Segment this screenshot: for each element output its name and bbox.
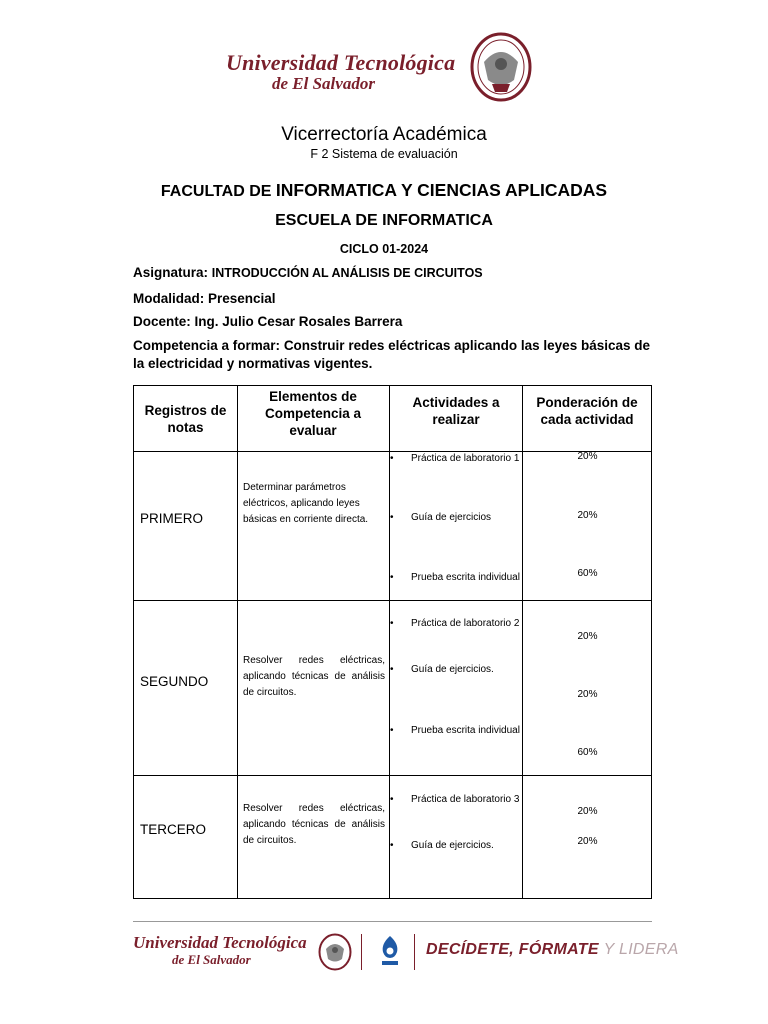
bullet-icon: • — [390, 664, 394, 675]
list-item — [390, 616, 521, 631]
bullet-icon: • — [390, 453, 394, 464]
competencia-value: Construir redes eléctricas aplicando las leyes básicas de la electricidad y normativas vigentes. — [133, 338, 650, 371]
header-elementos: Elementos de Competencia a evaluar — [264, 389, 362, 438]
list-item — [390, 510, 521, 525]
table-border-bottom — [133, 898, 652, 899]
asignatura-line — [133, 265, 483, 280]
list-item — [390, 451, 521, 466]
university-logo-line2: de El Salvador — [272, 74, 375, 93]
footer-separator — [414, 934, 415, 970]
bullet-icon: • — [390, 512, 394, 523]
header-actividades: Actividades a realizar — [412, 395, 500, 427]
slogan-end: Y LIDERA — [603, 941, 679, 958]
weight-value: 20% — [577, 451, 598, 462]
slogan-main: DECÍDETE, FÓRMATE — [426, 941, 599, 958]
modalidad-line — [133, 291, 276, 306]
row-elemento-segundo: Resolver redes eléctricas, aplicando técnicas de análisis de circuitos. — [243, 655, 385, 698]
facultad-name: INFORMATICA Y CIENCIAS APLICADAS — [275, 180, 608, 200]
docente-value: Ing. Julio Cesar Rosales Barrera — [194, 314, 403, 329]
list-item — [390, 838, 521, 853]
activity-label: Prueba escrita individual — [411, 725, 520, 736]
form-subtitle: F 2 Sistema de evaluación — [310, 147, 458, 161]
activity-label: Guía de ejercicios. — [411, 664, 494, 675]
row-registro-primero: PRIMERO — [140, 511, 204, 526]
table-border-row2 — [133, 775, 652, 776]
weight-value: 20% — [577, 806, 598, 817]
university-logo-line1: Universidad Tecnológica — [226, 50, 456, 75]
footer-separator — [361, 934, 362, 970]
activity-label: Práctica de laboratorio 1 — [411, 453, 520, 464]
weight-value: 20% — [577, 689, 598, 700]
university-seal-icon — [470, 32, 532, 102]
modalidad-label: Modalidad: — [133, 291, 205, 306]
weight-value: 60% — [577, 568, 598, 579]
bullet-icon: • — [390, 725, 394, 736]
docente-label: Docente: — [133, 314, 191, 329]
table-border-row1 — [133, 600, 652, 601]
list-item — [390, 723, 521, 738]
table-col-divider-3 — [522, 385, 523, 899]
facultad-prefix: FACULTAD DE — [160, 183, 272, 200]
list-item — [390, 662, 521, 677]
table-border-left — [133, 385, 134, 899]
ciclo-label: CICLO 01-2024 — [339, 242, 429, 256]
bullet-icon: • — [390, 572, 394, 583]
activity-label: Práctica de laboratorio 3 — [411, 794, 520, 805]
competencia-label: Competencia a formar: — [133, 338, 281, 353]
facultad-title — [0, 180, 768, 201]
competencia-line — [133, 337, 653, 373]
table-col-divider-1 — [237, 385, 238, 899]
bullet-icon: • — [390, 794, 394, 805]
list-item — [390, 570, 521, 585]
header-ponderacion: Ponderación de cada actividad — [536, 395, 638, 427]
gia-logo-icon — [375, 934, 405, 968]
activity-label: Guía de ejercicios. — [411, 840, 494, 851]
row-registro-segundo: SEGUNDO — [140, 674, 209, 689]
footer-seal-icon — [318, 933, 352, 971]
escuela-title: ESCUELA DE INFORMATICA — [275, 212, 493, 229]
header-registros: Registros de notas — [144, 402, 227, 435]
list-item — [390, 792, 521, 807]
weight-value: 20% — [577, 631, 598, 642]
footer-logo-line1: Universidad Tecnológica — [133, 933, 307, 952]
weight-value: 20% — [577, 836, 598, 847]
footer-slogan — [426, 941, 679, 959]
asignatura-value: INTRODUCCIÓN AL ANÁLISIS DE CIRCUITOS — [211, 266, 483, 280]
docente-line — [133, 314, 402, 329]
evaluation-table — [133, 385, 652, 899]
modalidad-value: Presencial — [208, 291, 276, 306]
row-elemento-tercero: Resolver redes eléctricas, aplicando técnicas de análisis de circuitos. — [243, 803, 385, 846]
bullet-icon: • — [390, 840, 394, 851]
row-elemento-primero: Determinar parámetros eléctricos, aplicando leyes básicas en corriente directa. — [243, 482, 369, 525]
bullet-icon: • — [390, 618, 394, 629]
activity-label: Prueba escrita individual — [411, 572, 520, 583]
table-border-right — [651, 385, 652, 899]
activity-label: Guía de ejercicios — [411, 512, 492, 523]
asignatura-label: Asignatura: — [133, 265, 209, 280]
vicerrectoria-title: Vicerrectoría Académica — [281, 124, 487, 145]
weight-value: 60% — [577, 747, 598, 758]
footer-divider — [133, 921, 652, 922]
row-registro-tercero: TERCERO — [140, 822, 207, 837]
footer-logo-line2: de El Salvador — [172, 952, 251, 967]
weight-value: 20% — [577, 510, 598, 521]
activity-label: Práctica de laboratorio 2 — [411, 618, 520, 629]
